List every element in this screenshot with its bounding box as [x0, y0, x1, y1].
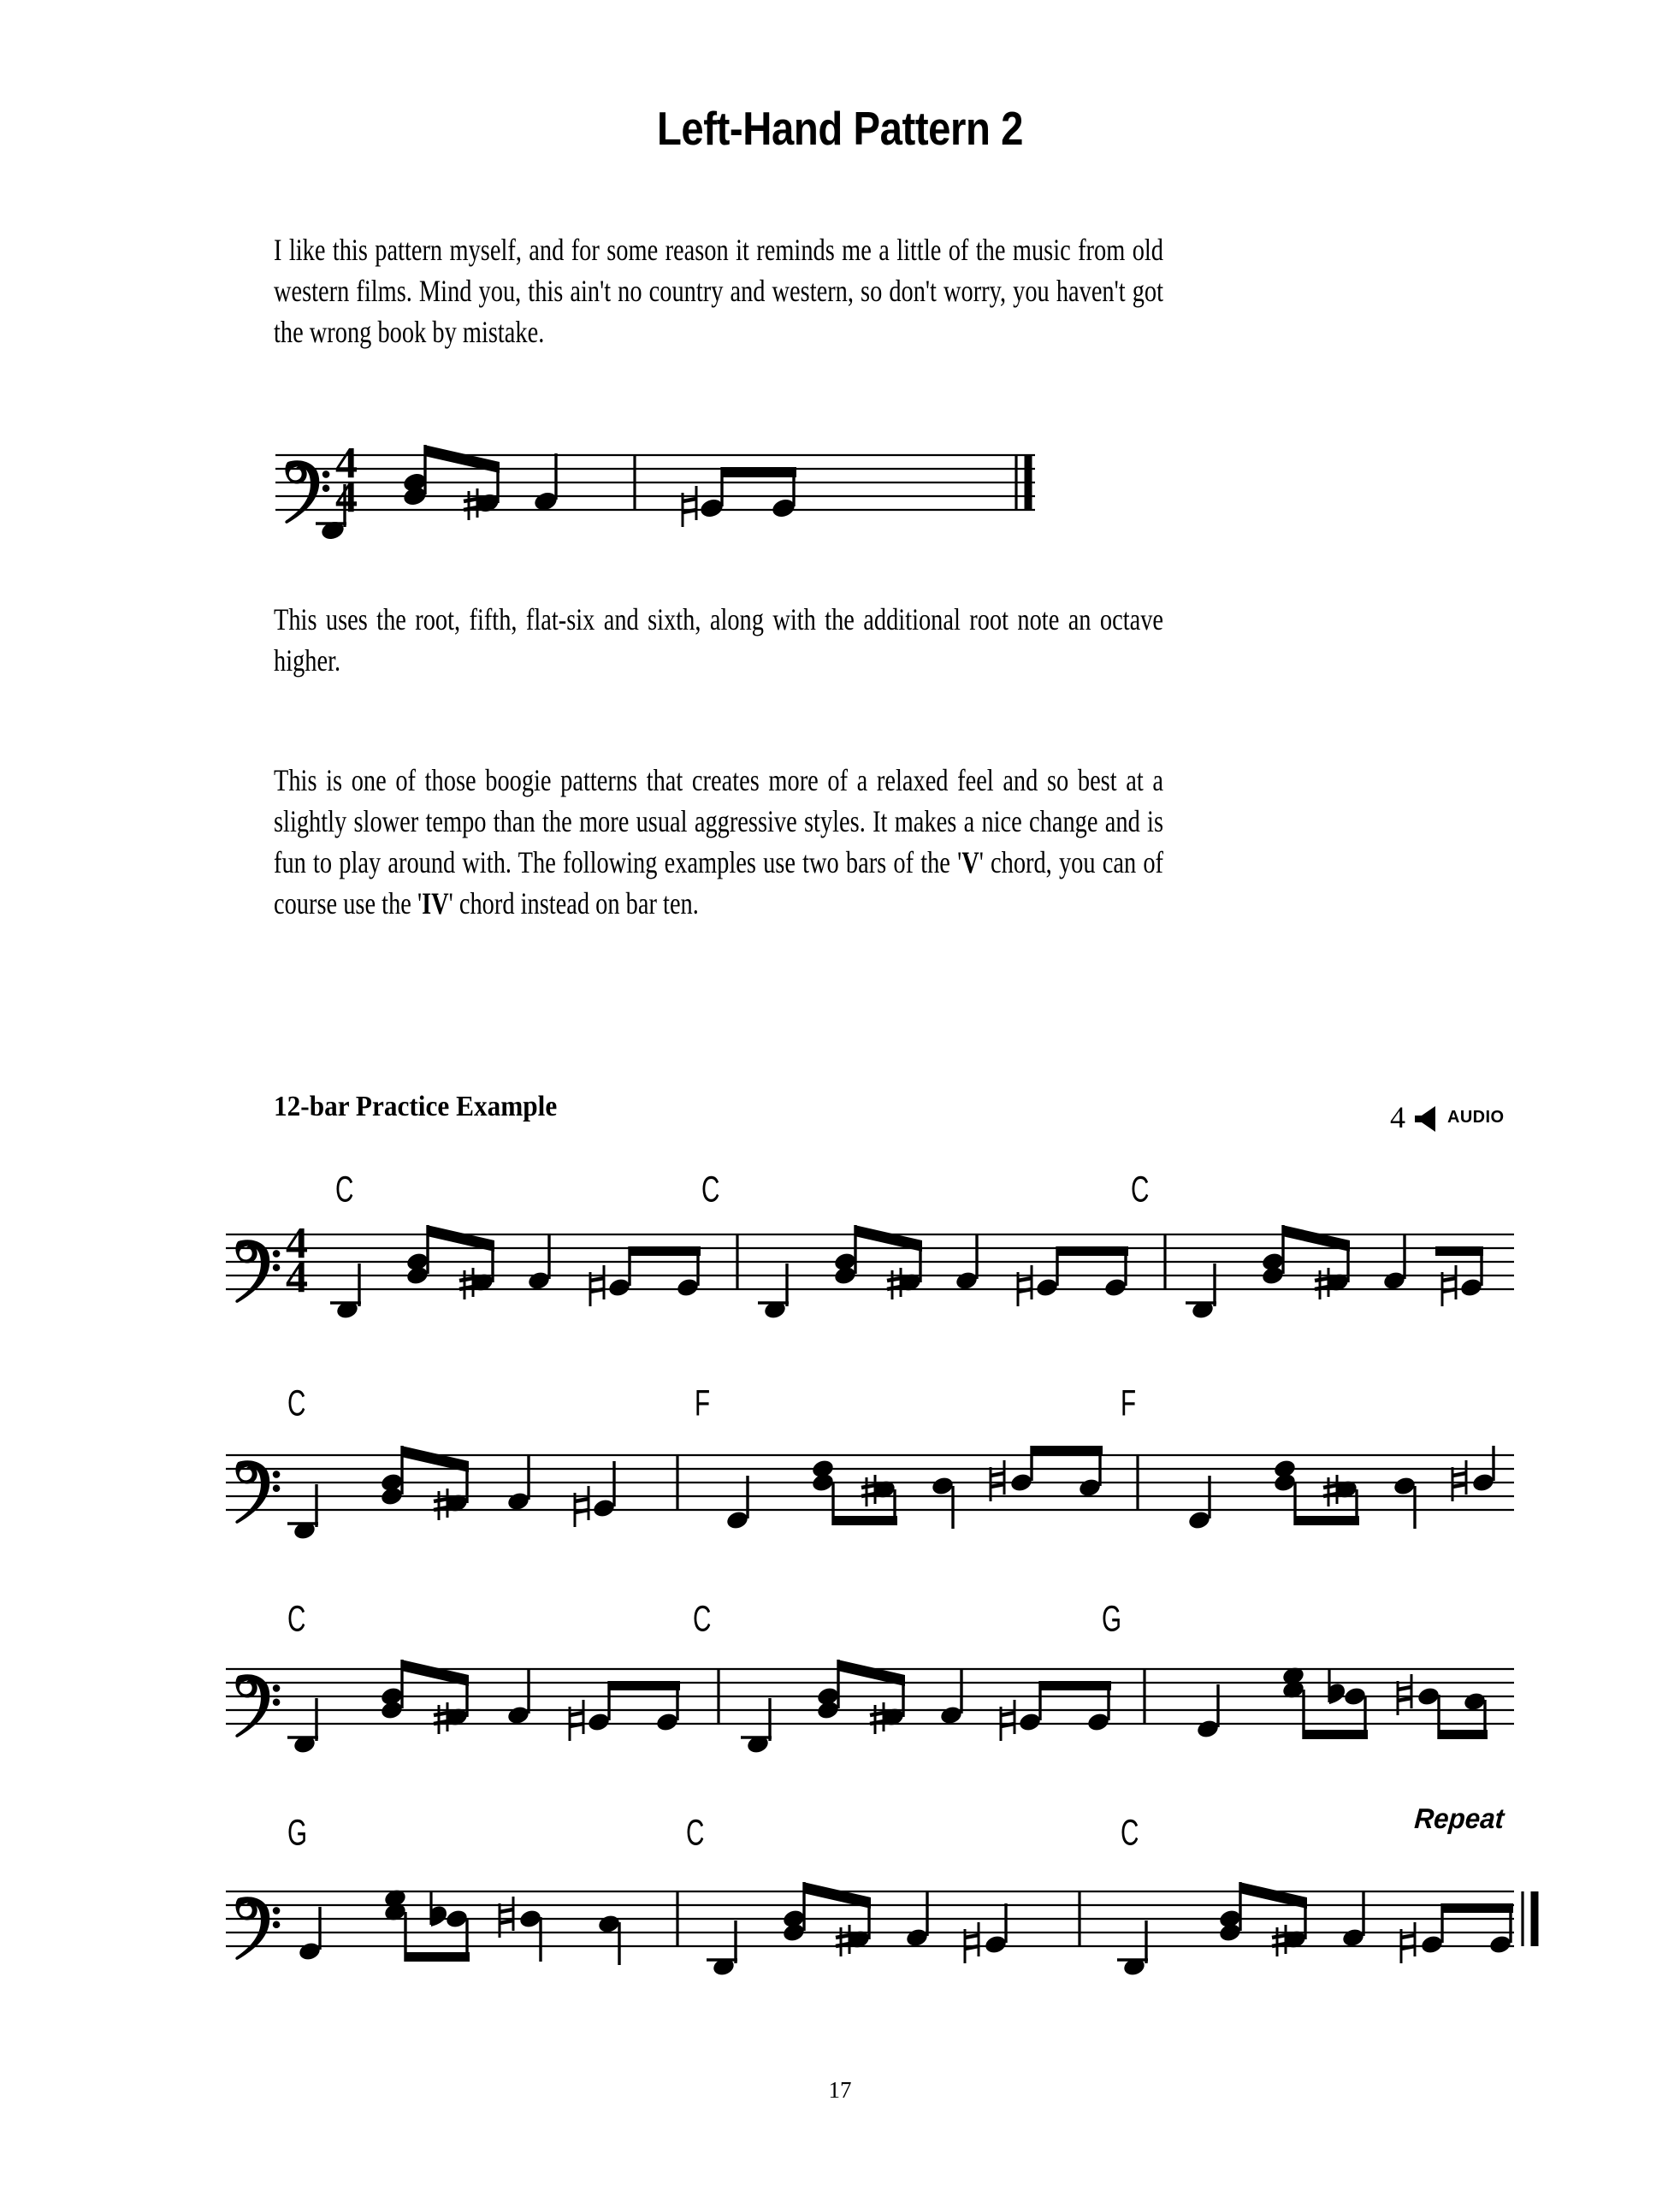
bass-clef-icon: [235, 1240, 280, 1303]
natural-accidental: [1398, 1674, 1411, 1715]
measure: [1186, 1225, 1483, 1321]
measure: [330, 1225, 701, 1321]
measure: [298, 1887, 622, 1965]
chord-symbol: C: [701, 1169, 720, 1210]
page-title: Left-Hand Pattern 2: [656, 102, 1024, 155]
staff-lines: [226, 1455, 1514, 1510]
measure: [741, 1660, 1111, 1755]
svg-text:4: 4: [286, 1253, 308, 1302]
chord-symbol: F: [695, 1383, 711, 1424]
paragraph-intro: I like this pattern myself, and for some reason it reminds me a little of the music from old western films. Mind you, this ain't no country and western, so don't worry, you haven't got the wrong book by mistake.: [274, 233, 1163, 349]
bass-clef-icon: [235, 1460, 280, 1524]
chord-symbol: G: [287, 1813, 308, 1854]
natural-accidental: [965, 1922, 979, 1963]
chord-symbol: C: [335, 1169, 354, 1210]
speaker-icon: [1411, 1103, 1440, 1132]
measure: [725, 1446, 1103, 1531]
boogie-text-1: This is one of those boogie patterns that creates more of a relaxed feel and so best at a slightly slower tempo than the more usual aggressive styles. It makes a nice change and is fun to play around with. The following examples use two bars of the ': [274, 763, 1163, 879]
boogie-text-3: ' chord instead on bar ten.: [448, 886, 699, 920]
paragraph-boogie: [274, 760, 1163, 924]
section-heading-practice: 12-bar Practice Example: [274, 1091, 558, 1122]
chord-symbol: C: [1121, 1813, 1139, 1854]
measure: [287, 1660, 680, 1755]
chord-symbol: F: [1121, 1383, 1137, 1424]
natural-accidental: [1401, 1922, 1415, 1963]
natural-accidental: [570, 1700, 583, 1741]
natural-accidental: [1001, 1700, 1015, 1741]
bass-clef-icon: [235, 1674, 280, 1737]
measure: [1117, 1882, 1513, 1978]
notation-example-short: [274, 428, 1044, 556]
natural-accidental: [1018, 1265, 1032, 1306]
natural-accidental: [1452, 1460, 1466, 1501]
bass-clef-icon: [285, 460, 329, 524]
audio-badge[interactable]: [1390, 1102, 1504, 1133]
notation-system-1: [224, 1219, 1524, 1336]
natural-accidental: [683, 486, 696, 527]
chord-symbol: G: [1102, 1599, 1122, 1640]
natural-accidental: [590, 1265, 604, 1306]
measure: [707, 1882, 1008, 1978]
chord-degree-v: V: [961, 845, 979, 879]
chord-degree-iv: IV: [422, 886, 449, 920]
measure: [1187, 1446, 1496, 1531]
svg-text:4: 4: [335, 439, 358, 488]
time-signature: [286, 1219, 308, 1302]
natural-accidental: [575, 1486, 589, 1527]
notation-system-4: [224, 1882, 1524, 1993]
natural-accidental: [991, 1460, 1004, 1501]
time-signature: [335, 439, 358, 522]
svg-text:4: 4: [286, 1219, 308, 1268]
audio-label: AUDIO: [1447, 1108, 1505, 1127]
page-number: 17: [828, 2077, 852, 2103]
chord-symbol: C: [693, 1599, 712, 1640]
natural-accidental: [500, 1897, 513, 1938]
final-double-barline: [1523, 1891, 1535, 1946]
audio-track-number: 4: [1390, 1100, 1405, 1134]
measure: [758, 1225, 1128, 1321]
staff-lines: [275, 455, 1035, 510]
svg-text:4: 4: [335, 473, 358, 522]
chord-symbol: C: [287, 1599, 306, 1640]
measure: [1196, 1665, 1488, 1739]
repeat-marking: Repeat: [1413, 1802, 1505, 1834]
bass-clef-icon: [235, 1897, 280, 1960]
flat-accidental: [431, 1891, 447, 1927]
measure: [287, 1446, 616, 1542]
chord-symbol: C: [287, 1383, 306, 1424]
chord-symbol: C: [1131, 1169, 1150, 1210]
notation-system-3: [224, 1660, 1524, 1771]
notation-system-2: [224, 1446, 1524, 1557]
natural-accidental: [1442, 1265, 1456, 1306]
flat-accidental: [1329, 1668, 1345, 1704]
paragraph-after-example: This uses the root, fifth, flat-six and sixth, along with the additional root note an octave higher.: [274, 602, 1163, 678]
chord-symbol: C: [686, 1813, 705, 1854]
boogie-text-2: ' chord, you can of course use the ': [274, 845, 1163, 920]
